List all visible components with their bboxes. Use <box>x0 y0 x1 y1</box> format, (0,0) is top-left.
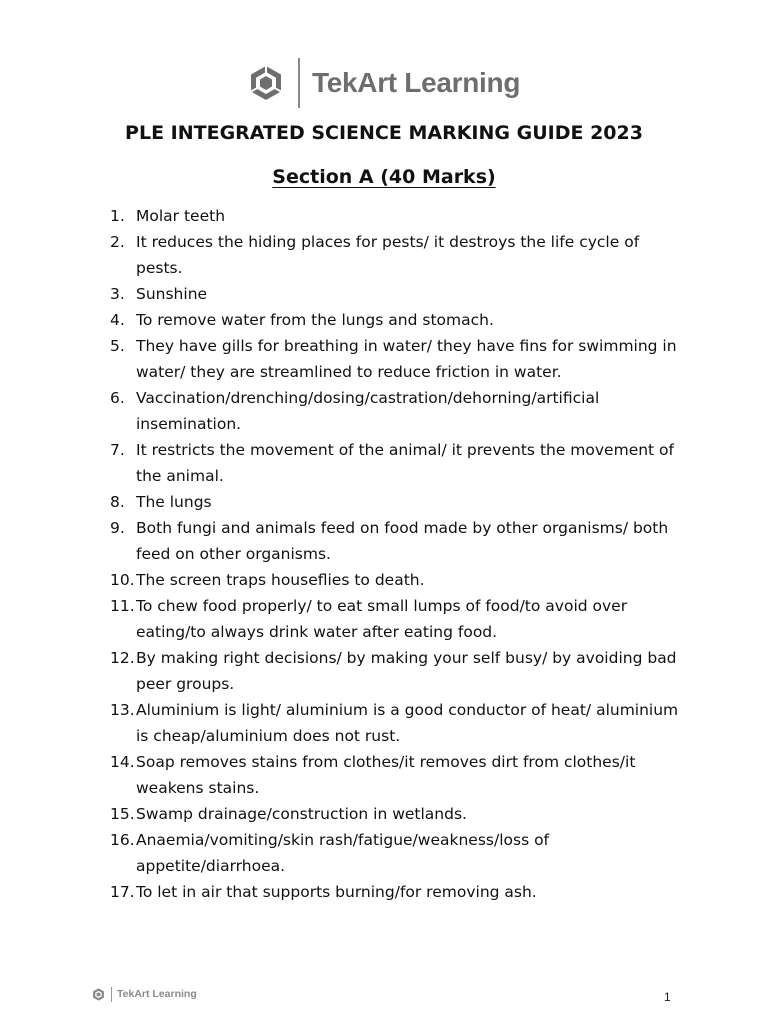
answer-text: Aluminium is light/ aluminium is a good conductor of heat/ aluminium is cheap/aluminium does not rust. <box>136 701 679 745</box>
hexagon-logo-icon <box>248 65 284 101</box>
answer-item <box>110 801 690 827</box>
brand-name: TekArt Learning <box>312 67 521 98</box>
answer-item <box>110 229 690 281</box>
answer-text: Both fungi and animals feed on food made by other organisms/ both feed on other organisms. <box>136 519 669 563</box>
footer-brand-name: TekArt Learning <box>117 988 197 1000</box>
section-heading-text: Section A (40 Marks) <box>272 166 496 188</box>
answer-number: 12. <box>110 649 135 667</box>
answer-item <box>110 385 690 437</box>
page-number: 1 <box>664 990 671 1004</box>
hexagon-logo-icon <box>92 988 105 1001</box>
footer-brand-logo <box>92 986 197 1002</box>
answer-text: Swamp drainage/construction in wetlands. <box>136 805 467 823</box>
answer-text: The lungs <box>136 493 212 511</box>
answer-text: They have gills for breathing in water/ they have fins for swimming in water/ they are streamlined to reduce friction in water. <box>136 337 677 381</box>
answer-item <box>110 515 690 567</box>
footer-logo-divider <box>111 987 112 1002</box>
answer-number: 9. <box>110 519 125 537</box>
answer-number: 5. <box>110 337 125 355</box>
answer-item <box>110 697 690 749</box>
answer-number: 1. <box>110 207 125 225</box>
answer-item <box>110 879 690 905</box>
answer-text: By making right decisions/ by making your self busy/ by avoiding bad peer groups. <box>136 649 677 693</box>
answer-text: Soap removes stains from clothes/it removes dirt from clothes/it weakens stains. <box>136 753 636 797</box>
answer-item <box>110 437 690 489</box>
answer-number: 7. <box>110 441 125 459</box>
answer-item <box>110 827 690 879</box>
document-title: PLE INTEGRATED SCIENCE MARKING GUIDE 2023 <box>125 122 643 144</box>
answer-text: To chew food properly/ to eat small lumps of food/to avoid over eating/to always drink water after eating food. <box>136 597 628 641</box>
answer-text: Molar teeth <box>136 207 226 225</box>
answer-text: To let in air that supports burning/for removing ash. <box>136 883 537 901</box>
answer-item <box>110 333 690 385</box>
answer-text: The screen traps houseflies to death. <box>136 571 425 589</box>
answer-item <box>110 645 690 697</box>
answer-text: Anaemia/vomiting/skin rash/fatigue/weakness/loss of appetite/diarrhoea. <box>136 831 550 875</box>
answer-number: 10. <box>110 571 135 589</box>
answer-text: Sunshine <box>136 285 208 303</box>
answer-number: 2. <box>110 233 125 251</box>
answer-item <box>110 593 690 645</box>
answer-item <box>110 567 690 593</box>
answer-text: Vaccination/drenching/dosing/castration/dehorning/artificial insemination. <box>136 389 600 433</box>
answer-text: To remove water from the lungs and stomach. <box>136 311 494 329</box>
answer-number: 16. <box>110 831 135 849</box>
section-heading <box>0 166 768 188</box>
answer-number: 13. <box>110 701 135 719</box>
answer-list <box>110 203 690 905</box>
answer-item <box>110 749 690 801</box>
answer-number: 15. <box>110 805 135 823</box>
answer-item <box>110 489 690 515</box>
header-brand-logo <box>248 58 520 108</box>
answer-number: 6. <box>110 389 125 407</box>
answer-number: 4. <box>110 311 125 329</box>
answer-item <box>110 307 690 333</box>
answer-number: 14. <box>110 753 135 771</box>
answer-item <box>110 281 690 307</box>
answer-text: It restricts the movement of the animal/ it prevents the movement of the animal. <box>136 441 674 485</box>
answer-number: 11. <box>110 597 135 615</box>
answer-number: 3. <box>110 285 125 303</box>
answer-number: 8. <box>110 493 125 511</box>
logo-divider <box>298 58 300 108</box>
answer-number: 17. <box>110 883 135 901</box>
answer-item <box>110 203 690 229</box>
answer-text: It reduces the hiding places for pests/ it destroys the life cycle of pests. <box>136 233 640 277</box>
